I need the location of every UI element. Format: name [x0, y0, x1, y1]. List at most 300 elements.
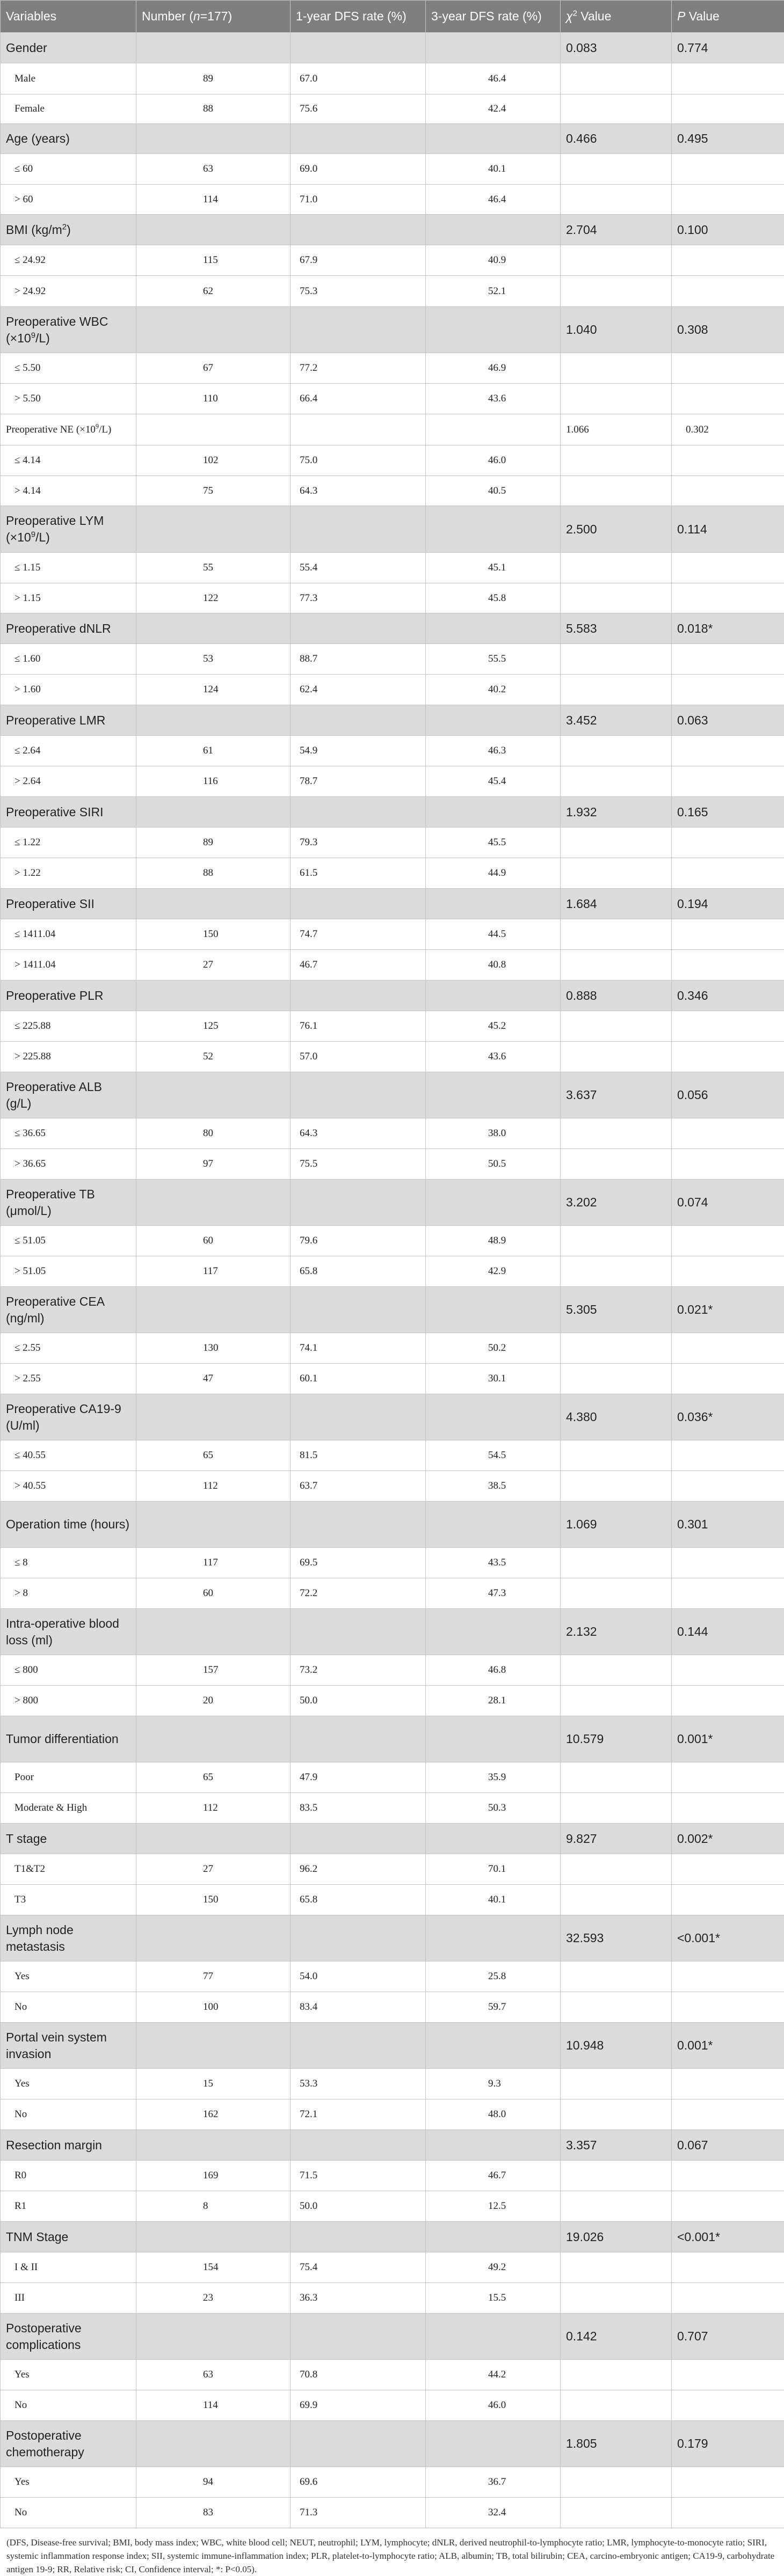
chi-cell — [561, 2191, 672, 2222]
dfs1-value: 61.5 — [291, 858, 426, 889]
chi-cell — [561, 1333, 672, 1364]
p-cell — [672, 2390, 784, 2421]
chi-cell — [561, 1578, 672, 1609]
table-footnote: (DFS, Disease-free survival; BMI, body mass index; WBC, white blood cell; NEUT, neutrophil; LYM, lymphocyte; dNLR, derived neutrophil-to-lymphocyte ratio; LMR, lymphocyte-to-monocyte ratio; SIRI, systemic inflammation response index; SII, systemic immune-inflammation index; PLR, platelet-to-lymphocyte ratio; ALB, albumin; TB, total bilirubin; CEA, carcino-embryonic antigen; CA19-9, carbohydrate antigen 19-9; RR, Relative risk; CI, Confidence interval; *: P<0.05). — [0, 2528, 784, 2576]
dfs1-value: 72.1 — [291, 2099, 426, 2130]
dfs3-value: 52.1 — [426, 276, 561, 307]
table-row — [1, 1042, 784, 1072]
p-cell — [672, 1992, 784, 2023]
group-row — [1, 2130, 784, 2161]
table-body — [1, 33, 784, 2528]
number-cell — [136, 1716, 291, 1762]
p-value: 0.074 — [672, 1180, 784, 1226]
dfs3-value: 46.7 — [426, 2161, 561, 2191]
number-value: 63 — [136, 154, 291, 185]
p-cell — [672, 950, 784, 980]
dfs3-cell — [426, 1502, 561, 1548]
dfs3-value: 35.9 — [426, 1762, 561, 1793]
table-row — [1, 1854, 784, 1885]
p-cell — [672, 476, 784, 506]
p-value: 0.001* — [672, 1716, 784, 1762]
dfs1-value: 75.5 — [291, 1149, 426, 1180]
p-cell — [672, 1364, 784, 1394]
subgroup-label: > 51.05 — [1, 1256, 136, 1287]
p-value: 0.001* — [672, 2023, 784, 2069]
chi-cell — [561, 1364, 672, 1394]
table-row — [1, 2390, 784, 2421]
table-row — [1, 2283, 784, 2314]
subgroup-label: ≤ 800 — [1, 1655, 136, 1686]
group-row — [1, 613, 784, 644]
chi-cell — [561, 94, 672, 124]
p-cell — [672, 63, 784, 94]
chi-cell — [561, 154, 672, 185]
chi-value: 1.040 — [561, 307, 672, 353]
dfs3-value: 38.0 — [426, 1118, 561, 1149]
dfs3-value: 32.4 — [426, 2498, 561, 2528]
dfs1-value: 88.7 — [291, 644, 426, 675]
dfs3-value: 50.2 — [426, 1333, 561, 1364]
table-row — [1, 1364, 784, 1394]
chi-value: 1.069 — [561, 1502, 672, 1548]
variable-label: Resection margin — [1, 2130, 136, 2161]
table-row — [1, 1256, 784, 1287]
number-value: 63 — [136, 2360, 291, 2390]
number-cell — [136, 1287, 291, 1333]
dfs1-value: 74.7 — [291, 919, 426, 950]
table-row — [1, 476, 784, 506]
number-value: 65 — [136, 1762, 291, 1793]
dfs3-value: 40.1 — [426, 154, 561, 185]
table-row — [1, 276, 784, 307]
chi-value: 5.305 — [561, 1287, 672, 1333]
group-row — [1, 2222, 784, 2252]
number-cell — [136, 1180, 291, 1226]
chi-cell — [561, 583, 672, 613]
p-cell — [672, 828, 784, 858]
header-p: P Value — [672, 1, 784, 33]
chi-cell — [561, 276, 672, 307]
p-cell — [672, 2498, 784, 2528]
number-value: 83 — [136, 2498, 291, 2528]
p-cell — [672, 1686, 784, 1716]
subgroup-label: > 5.50 — [1, 384, 136, 414]
group-row — [1, 1394, 784, 1440]
p-value: 0.100 — [672, 215, 784, 245]
dfs3-value: 42.9 — [426, 1256, 561, 1287]
chi-value: 0.888 — [561, 980, 672, 1011]
p-value: 0.179 — [672, 2421, 784, 2467]
p-value: 0.021* — [672, 1287, 784, 1333]
p-cell — [672, 1762, 784, 1793]
dfs3-value: 48.9 — [426, 1226, 561, 1256]
dfs1-cell — [291, 705, 426, 736]
subgroup-label: Poor — [1, 1762, 136, 1793]
dfs1-value: 77.3 — [291, 583, 426, 613]
dfs1-value: 79.3 — [291, 828, 426, 858]
dfs3-value: 46.4 — [426, 185, 561, 215]
group-row — [1, 1180, 784, 1226]
table-row — [1, 154, 784, 185]
p-value: 0.495 — [672, 124, 784, 154]
p-value: 0.114 — [672, 506, 784, 553]
number-value: 157 — [136, 1655, 291, 1686]
dfs1-value: 57.0 — [291, 1042, 426, 1072]
p-cell — [672, 1440, 784, 1471]
number-value: 80 — [136, 1118, 291, 1149]
p-cell — [672, 276, 784, 307]
chi-cell — [561, 2283, 672, 2314]
dfs3-value: 46.0 — [426, 445, 561, 476]
table-row — [1, 353, 784, 384]
chi-cell — [561, 2069, 672, 2099]
dfs3-value: 25.8 — [426, 1962, 561, 1992]
dfs3-value: 38.5 — [426, 1471, 561, 1502]
number-value: 62 — [136, 276, 291, 307]
chi-cell — [561, 553, 672, 583]
chi-cell — [561, 1885, 672, 1915]
chi-cell — [561, 1962, 672, 1992]
chi-cell — [561, 1011, 672, 1042]
number-value: 52 — [136, 1042, 291, 1072]
p-value: 0.063 — [672, 705, 784, 736]
dfs1-cell — [291, 613, 426, 644]
p-cell — [672, 384, 784, 414]
table-row — [1, 919, 784, 950]
chi-cell — [561, 736, 672, 766]
subgroup-label: > 2.55 — [1, 1364, 136, 1394]
number-value: 27 — [136, 950, 291, 980]
dfs1-value: 50.0 — [291, 1686, 426, 1716]
table-row — [1, 553, 784, 583]
dfs1-value: 77.2 — [291, 353, 426, 384]
number-cell — [136, 307, 291, 353]
dfs3-value: 45.2 — [426, 1011, 561, 1042]
chi-cell — [561, 828, 672, 858]
group-row — [1, 307, 784, 353]
dfs3-cell — [426, 797, 561, 828]
chi-cell — [561, 476, 672, 506]
chi-value: 5.583 — [561, 613, 672, 644]
chi-value: 3.452 — [561, 705, 672, 736]
table-row — [1, 63, 784, 94]
number-value: 130 — [136, 1333, 291, 1364]
number-value: 97 — [136, 1149, 291, 1180]
p-value: <0.001* — [672, 2222, 784, 2252]
header-dfs1: 1-year DFS rate (%) — [291, 1, 426, 33]
dfs1-value: 64.3 — [291, 476, 426, 506]
chi-cell — [561, 950, 672, 980]
p-cell — [672, 766, 784, 797]
dfs3-value: 54.5 — [426, 1440, 561, 1471]
dfs1-value: 76.1 — [291, 1011, 426, 1042]
chi-cell — [561, 185, 672, 215]
chi-cell — [561, 2360, 672, 2390]
dfs1-value: 62.4 — [291, 675, 426, 705]
chi-cell — [561, 445, 672, 476]
header-dfs3: 3-year DFS rate (%) — [426, 1, 561, 33]
dfs3-value: 9.3 — [426, 2069, 561, 2099]
table-row — [1, 1962, 784, 1992]
table-row — [1, 828, 784, 858]
chi-cell — [561, 2467, 672, 2498]
table-row — [1, 583, 784, 613]
p-value: 0.194 — [672, 889, 784, 919]
p-cell — [672, 736, 784, 766]
number-value: 53 — [136, 644, 291, 675]
subgroup-label: > 60 — [1, 185, 136, 215]
dfs3-value: 45.5 — [426, 828, 561, 858]
number-cell — [136, 1502, 291, 1548]
group-row — [1, 2023, 784, 2069]
chi-cell — [561, 245, 672, 276]
number-value: 150 — [136, 1885, 291, 1915]
p-cell — [672, 185, 784, 215]
p-cell — [672, 245, 784, 276]
chi-value: 3.357 — [561, 2130, 672, 2161]
number-value: 67 — [136, 353, 291, 384]
variable-label: Preoperative PLR — [1, 980, 136, 1011]
subgroup-label: ≤ 1.22 — [1, 828, 136, 858]
subgroup-label: > 40.55 — [1, 1471, 136, 1502]
table-row — [1, 445, 784, 476]
dfs3-value: 12.5 — [426, 2191, 561, 2222]
dfs3-cell — [426, 215, 561, 245]
subgroup-label: > 8 — [1, 1578, 136, 1609]
chi-cell — [561, 2390, 672, 2421]
p-cell — [672, 2191, 784, 2222]
table-row — [1, 1226, 784, 1256]
p-value: 0.302 — [672, 414, 784, 445]
table-row — [1, 1885, 784, 1915]
p-value: 0.002* — [672, 1824, 784, 1854]
chi-cell — [561, 919, 672, 950]
dfs3-value: 43.5 — [426, 1548, 561, 1578]
dfs1-value: 65.8 — [291, 1885, 426, 1915]
p-cell — [672, 1885, 784, 1915]
dfs3-cell — [426, 1287, 561, 1333]
number-cell — [136, 705, 291, 736]
dfs3-cell — [426, 33, 561, 63]
chi-value: 1.932 — [561, 797, 672, 828]
number-value: 88 — [136, 858, 291, 889]
number-value: 47 — [136, 1364, 291, 1394]
variable-label: T stage — [1, 1824, 136, 1854]
p-cell — [672, 154, 784, 185]
dfs3-cell — [426, 1915, 561, 1962]
dfs3-cell — [426, 980, 561, 1011]
subgroup-label: > 225.88 — [1, 1042, 136, 1072]
dfs1-value: 81.5 — [291, 1440, 426, 1471]
variable-label: Preoperative SIRI — [1, 797, 136, 828]
variable-label: Preoperative TB (μmol/L) — [1, 1180, 136, 1226]
number-value: 20 — [136, 1686, 291, 1716]
chi-cell — [561, 2498, 672, 2528]
dfs3-cell — [426, 1716, 561, 1762]
variable-label: Postoperative chemotherapy — [1, 2421, 136, 2467]
table-row — [1, 1793, 784, 1824]
dfs1-value: 67.0 — [291, 63, 426, 94]
group-row — [1, 1072, 784, 1118]
subgroup-label: > 24.92 — [1, 276, 136, 307]
number-value: 150 — [136, 919, 291, 950]
variable-label: Preoperative NE $(\times 10^9/L)$ — [1, 414, 136, 445]
variable-label: Postoperative complications — [1, 2314, 136, 2360]
group-row — [1, 1609, 784, 1655]
number-cell — [136, 215, 291, 245]
chi-cell — [561, 2161, 672, 2191]
number-cell — [136, 613, 291, 644]
number-value: 23 — [136, 2283, 291, 2314]
table-row — [1, 736, 784, 766]
variable-label: Operation time (hours) — [1, 1502, 136, 1548]
chi-value: 0.466 — [561, 124, 672, 154]
table-row — [1, 1992, 784, 2023]
dfs1-value: 78.7 — [291, 766, 426, 797]
dfs3-value: 44.5 — [426, 919, 561, 950]
dfs1-value: 73.2 — [291, 1655, 426, 1686]
dfs3-value: 47.3 — [426, 1578, 561, 1609]
chi-cell — [561, 1655, 672, 1686]
subgroup-label: ≤ 225.88 — [1, 1011, 136, 1042]
dfs3-value: 28.1 — [426, 1686, 561, 1716]
chi-value: 10.579 — [561, 1716, 672, 1762]
p-cell — [672, 1226, 784, 1256]
table-row — [1, 185, 784, 215]
dfs1-cell — [291, 1072, 426, 1118]
subgroup-label: > 1.60 — [1, 675, 136, 705]
subgroup-label: R0 — [1, 2161, 136, 2191]
number-value: 154 — [136, 2252, 291, 2283]
subgroup-label: Male — [1, 63, 136, 94]
number-cell — [136, 2314, 291, 2360]
dfs3-value: 42.4 — [426, 94, 561, 124]
chi-cell — [561, 1149, 672, 1180]
number-value: 110 — [136, 384, 291, 414]
chi-value: 3.202 — [561, 1180, 672, 1226]
chi-cell — [561, 2099, 672, 2130]
p-cell — [672, 1011, 784, 1042]
number-value: 60 — [136, 1578, 291, 1609]
subgroup-label: ≤ 4.14 — [1, 445, 136, 476]
dfs1-value: 69.0 — [291, 154, 426, 185]
dfs3-value: 44.2 — [426, 2360, 561, 2390]
variable-label: Portal vein system invasion — [1, 2023, 136, 2069]
table-row — [1, 766, 784, 797]
dfs1-value: 47.9 — [291, 1762, 426, 1793]
number-value: 89 — [136, 828, 291, 858]
group-row — [1, 506, 784, 553]
dfs3-value: 45.1 — [426, 553, 561, 583]
dfs1-value: 75.4 — [291, 2252, 426, 2283]
dfs3-value: 43.6 — [426, 1042, 561, 1072]
dfs3-value: 40.8 — [426, 950, 561, 980]
chi-cell — [561, 675, 672, 705]
number-cell — [136, 2023, 291, 2069]
dfs1-cell — [291, 215, 426, 245]
subgroup-label: ≤ 1.15 — [1, 553, 136, 583]
dfs3-cell — [426, 307, 561, 353]
subgroup-label: > 4.14 — [1, 476, 136, 506]
dfs1-value: 53.3 — [291, 2069, 426, 2099]
number-cell — [136, 2130, 291, 2161]
p-value: 0.144 — [672, 1609, 784, 1655]
p-cell — [672, 2099, 784, 2130]
header-row — [1, 1, 784, 33]
p-value: 0.056 — [672, 1072, 784, 1118]
chi-cell — [561, 1226, 672, 1256]
dfs1-cell — [291, 1287, 426, 1333]
dfs1-cell — [291, 1824, 426, 1854]
number-cell — [136, 124, 291, 154]
chi-cell — [561, 1440, 672, 1471]
header-chi: $\chi^2$ Value — [561, 1, 672, 33]
subgroup-label: ≤ 5.50 — [1, 353, 136, 384]
p-value: 0.067 — [672, 2130, 784, 2161]
dfs1-value: 75.0 — [291, 445, 426, 476]
chi-cell — [561, 63, 672, 94]
p-cell — [672, 2467, 784, 2498]
dfs3-cell — [426, 2222, 561, 2252]
number-value: 94 — [136, 2467, 291, 2498]
number-value: 65 — [136, 1440, 291, 1471]
dfs1-cell — [291, 980, 426, 1011]
subgroup-label: No — [1, 2498, 136, 2528]
dfs3-value: 49.2 — [426, 2252, 561, 2283]
group-row — [1, 1287, 784, 1333]
number-cell — [136, 980, 291, 1011]
dfs3-value: 30.1 — [426, 1364, 561, 1394]
number-cell — [136, 1915, 291, 1962]
chi-cell — [561, 858, 672, 889]
table-row — [1, 644, 784, 675]
p-cell — [672, 644, 784, 675]
dfs1-cell — [291, 2222, 426, 2252]
variable-label: Age (years) — [1, 124, 136, 154]
dfs1-cell — [291, 2314, 426, 2360]
table-row — [1, 2099, 784, 2130]
chi-cell — [561, 1854, 672, 1885]
p-cell — [672, 1962, 784, 1992]
dfs3-value: 40.5 — [426, 476, 561, 506]
chi-cell — [561, 1992, 672, 2023]
p-cell — [672, 1256, 784, 1287]
dfs1-value: 63.7 — [291, 1471, 426, 1502]
subgroup-label: Yes — [1, 2360, 136, 2390]
number-cell — [136, 414, 291, 445]
variable-label: Preoperative CA19-9 (U/ml) — [1, 1394, 136, 1440]
number-cell — [136, 33, 291, 63]
dfs1-value: 69.9 — [291, 2390, 426, 2421]
number-value: 112 — [136, 1471, 291, 1502]
subgroup-label: ≤ 24.92 — [1, 245, 136, 276]
table-row — [1, 94, 784, 124]
dfs3-value: 70.1 — [426, 1854, 561, 1885]
dfs3-cell — [426, 1609, 561, 1655]
chi-value: 19.026 — [561, 2222, 672, 2252]
dfs1-value: 72.2 — [291, 1578, 426, 1609]
number-value: 112 — [136, 1793, 291, 1824]
dfs1-cell — [291, 2421, 426, 2467]
subgroup-label: > 2.64 — [1, 766, 136, 797]
dfs1-cell — [291, 414, 426, 445]
variable-label: Lymph node metastasis — [1, 1915, 136, 1962]
number-value: 114 — [136, 185, 291, 215]
chi-cell — [561, 766, 672, 797]
number-cell — [136, 1072, 291, 1118]
table-row — [1, 2467, 784, 2498]
p-cell — [672, 1793, 784, 1824]
